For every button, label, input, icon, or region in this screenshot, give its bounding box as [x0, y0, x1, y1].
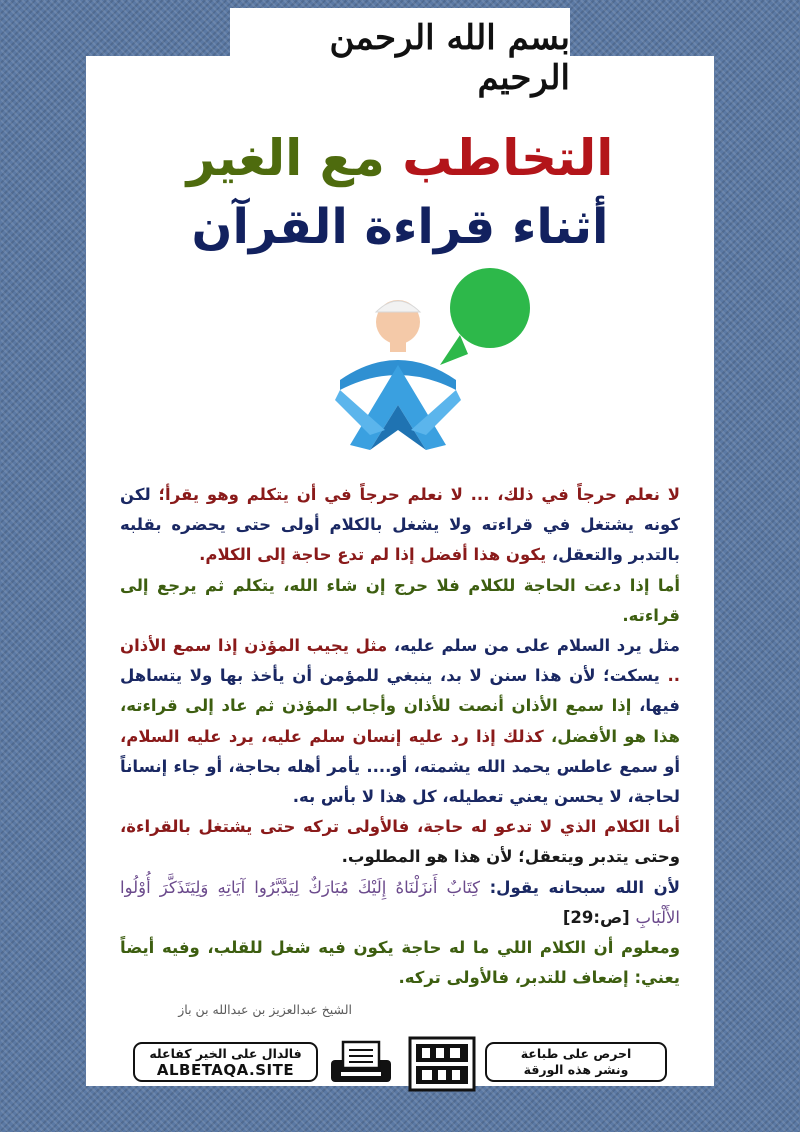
- basmala: بسم الله الرحمن الرحيم: [230, 8, 570, 108]
- attribution: الشيخ عبدالعزيز بن عبدالله بن باز: [178, 1002, 352, 1017]
- quran-verse: كِتَابٌ أَنزَلْنَاهُ إِلَيْكَ مُبَارَكٌ لِيَدَّبَّرُوا آيَاتِهِ وَلِيَتَذَكَّرَ أُوْلُوا الأَلْبَابِ: [120, 877, 680, 927]
- text-segment: ومعلوم أن الكلام اللي ما له حاجة يكون فيه شغل للقلب، وفيه أيضاً يعني: إضعاف للتدبر، فالأولى تركه.: [120, 938, 680, 988]
- text-segment: لأن الله سبحانه يقول:: [489, 877, 680, 897]
- paragraph-5: [120, 873, 680, 933]
- quran-reader-icon: [310, 260, 540, 460]
- title-word-1: التخاطب: [402, 129, 614, 187]
- quran-book: [335, 360, 461, 450]
- text-segment: كذلك إذا رد عليه إنسان سلم عليه، يرد عليه السلام،: [120, 726, 544, 746]
- paragraph-2: [120, 571, 680, 631]
- footer-slogan: فالدال على الخير كفاعله: [149, 1046, 302, 1061]
- title-word-2: مع: [319, 129, 385, 187]
- text-segment: إذا سمع الأذان أنصت للأذان وأجاب المؤذن ثم عاد إلى قراءته، هذا هو الأفضل،: [120, 696, 681, 746]
- article-body: [120, 480, 680, 993]
- footer-site-box: [133, 1042, 318, 1082]
- printer-icon: [327, 1040, 395, 1086]
- speech-bubble-icon: [440, 268, 530, 365]
- text-segment: لكن كونه يشتغل في قراءته ولا يشغل بالكلام أولى حتى يحضره بقلبه بالتدبر والتعقل،: [120, 485, 680, 565]
- albetaqa-logo: [408, 1036, 476, 1092]
- paragraph-1: [120, 480, 680, 571]
- footer-print-box: [485, 1042, 667, 1082]
- text-segment: أما الكلام الذي لا تدعو له حاجة، فالأولى تركه حتى يشتغل بالقراءة،: [120, 817, 680, 837]
- text-segment: يكون هذا أفضل إذا لم تدع حاجة إلى الكلام.: [199, 545, 547, 565]
- reader-head: [376, 300, 420, 352]
- text-segment: مثل يجيب المؤذن إذا سمع الأذان ..: [120, 636, 680, 686]
- title-word-3: الغير: [186, 129, 303, 187]
- paragraph-4: [120, 812, 680, 872]
- text-segment: أو سمع عاطس يحمد الله يشمته، أو.... يأمر أهله بحاجة، أو جاء إنساناً لحاجة، لا يحسن يعني تعطيله، كل هذا لا بأس به.: [120, 756, 680, 807]
- text-segment: وحتى يتدبر ويتعقل؛ لأن هذا هو المطلوب.: [341, 847, 680, 867]
- footer-print-line-1: احرص على طباعة: [520, 1046, 632, 1061]
- text-segment: أما إذا دعت الحاجة للكلام فلا حرج إن شاء الله، يتكلم ثم يرجع إلى قراءته.: [120, 575, 680, 625]
- verse-reference: [ص:29]: [562, 907, 630, 927]
- footer-site-link[interactable]: ALBETAQA.SITE: [156, 1061, 295, 1079]
- paragraph-3: [120, 631, 680, 812]
- footer-print-line-2: ونشر هذه الورقة: [523, 1062, 629, 1077]
- paragraph-6: [120, 933, 680, 993]
- page-subtitle: أثناء قراءة القرآن: [191, 199, 609, 255]
- text-segment: يسكت؛ لأن هذا سنن لا بد، ينبغي للمؤمن أن يأخذ بها ولا يتساهل فيها،: [120, 666, 680, 716]
- text-segment: لا نعلم حرجاً في ذلك، ... لا نعلم حرجاً في أن يتكلم وهو يقرأ؛: [158, 485, 680, 504]
- page-title: [0, 128, 800, 188]
- text-segment: مثل يرد السلام على من سلم عليه،: [393, 636, 680, 656]
